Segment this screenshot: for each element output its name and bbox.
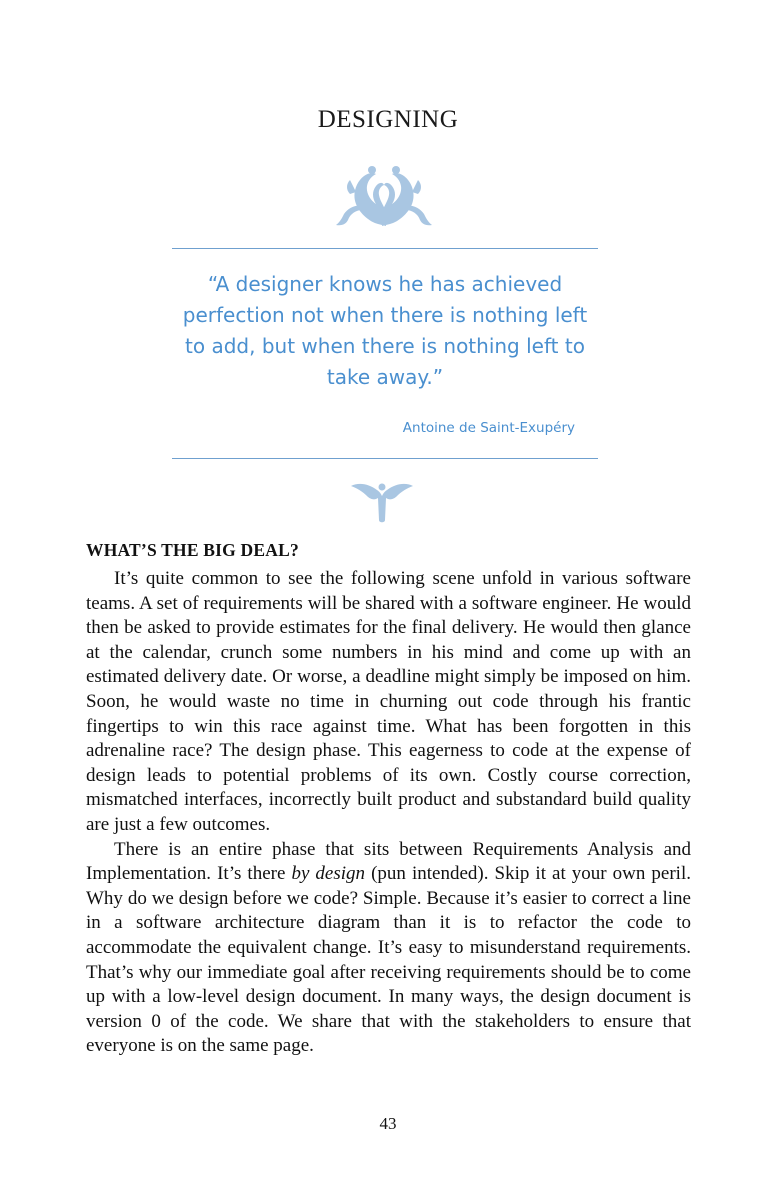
paragraph-1: It’s quite common to see the following scene unfold in various software teams. A set of requirements will be shared with a software engineer. He would then be asked to provide estimates for the final delivery. He would then glance at the calendar, crunch some numbers in his mind and come up with an estimated delivery date. Or worse, a deadline might simply be imposed on him. Soon, he would waste no time in churning out code through his frantic fingertips to win this race against time. What has been forgotten in this adrenaline race? The design phase. This eagerness to code at the expense of design leads to potential problems of its own. Costly course correction, mismatched interfaces, incorrectly built product and substandard build quality are just a few outcomes. bbox=[86, 568, 691, 835]
chapter-title: DESIGNING bbox=[317, 106, 459, 133]
epigraph-top-rule bbox=[172, 248, 598, 249]
section-heading: WHAT’S THE BIG DEAL? bbox=[86, 540, 299, 560]
page-number: 43 bbox=[379, 1114, 397, 1133]
paragraph-2-emphasis: by design bbox=[291, 863, 366, 885]
paragraph-2 bbox=[86, 838, 691, 1059]
fleur-finial-icon bbox=[349, 480, 415, 524]
paragraph-2-end: (pun intended). Skip it at your own peril. Why do we design before we code? Simple. Because it’s easier to correct a line in a software architecture diagram than it is to refactor the code to accommodate the equivalent change. It’s easy to misunderstand requirements. That’s why our immediate goal after receiving requirements should be to come up with a low-level design document. In many ways, the design document is version 0 of the code. We share that with the stakeholders to ensure that everyone is on the same page. bbox=[86, 863, 691, 1057]
epigraph-quote: “A designer knows he has achieved perfection not when there is nothing left to add, but when there is nothing left to take away.” bbox=[182, 272, 588, 389]
paragraph-2-start: There is an entire phase that sits between Requirements Analysis and Implementation. It’s there bbox=[86, 838, 691, 885]
floral-scroll-pair-icon bbox=[326, 164, 442, 230]
epigraph-author: Antoine de Saint-Exupéry bbox=[402, 420, 575, 436]
body-text bbox=[86, 567, 691, 1059]
epigraph-bottom-rule bbox=[172, 458, 598, 459]
